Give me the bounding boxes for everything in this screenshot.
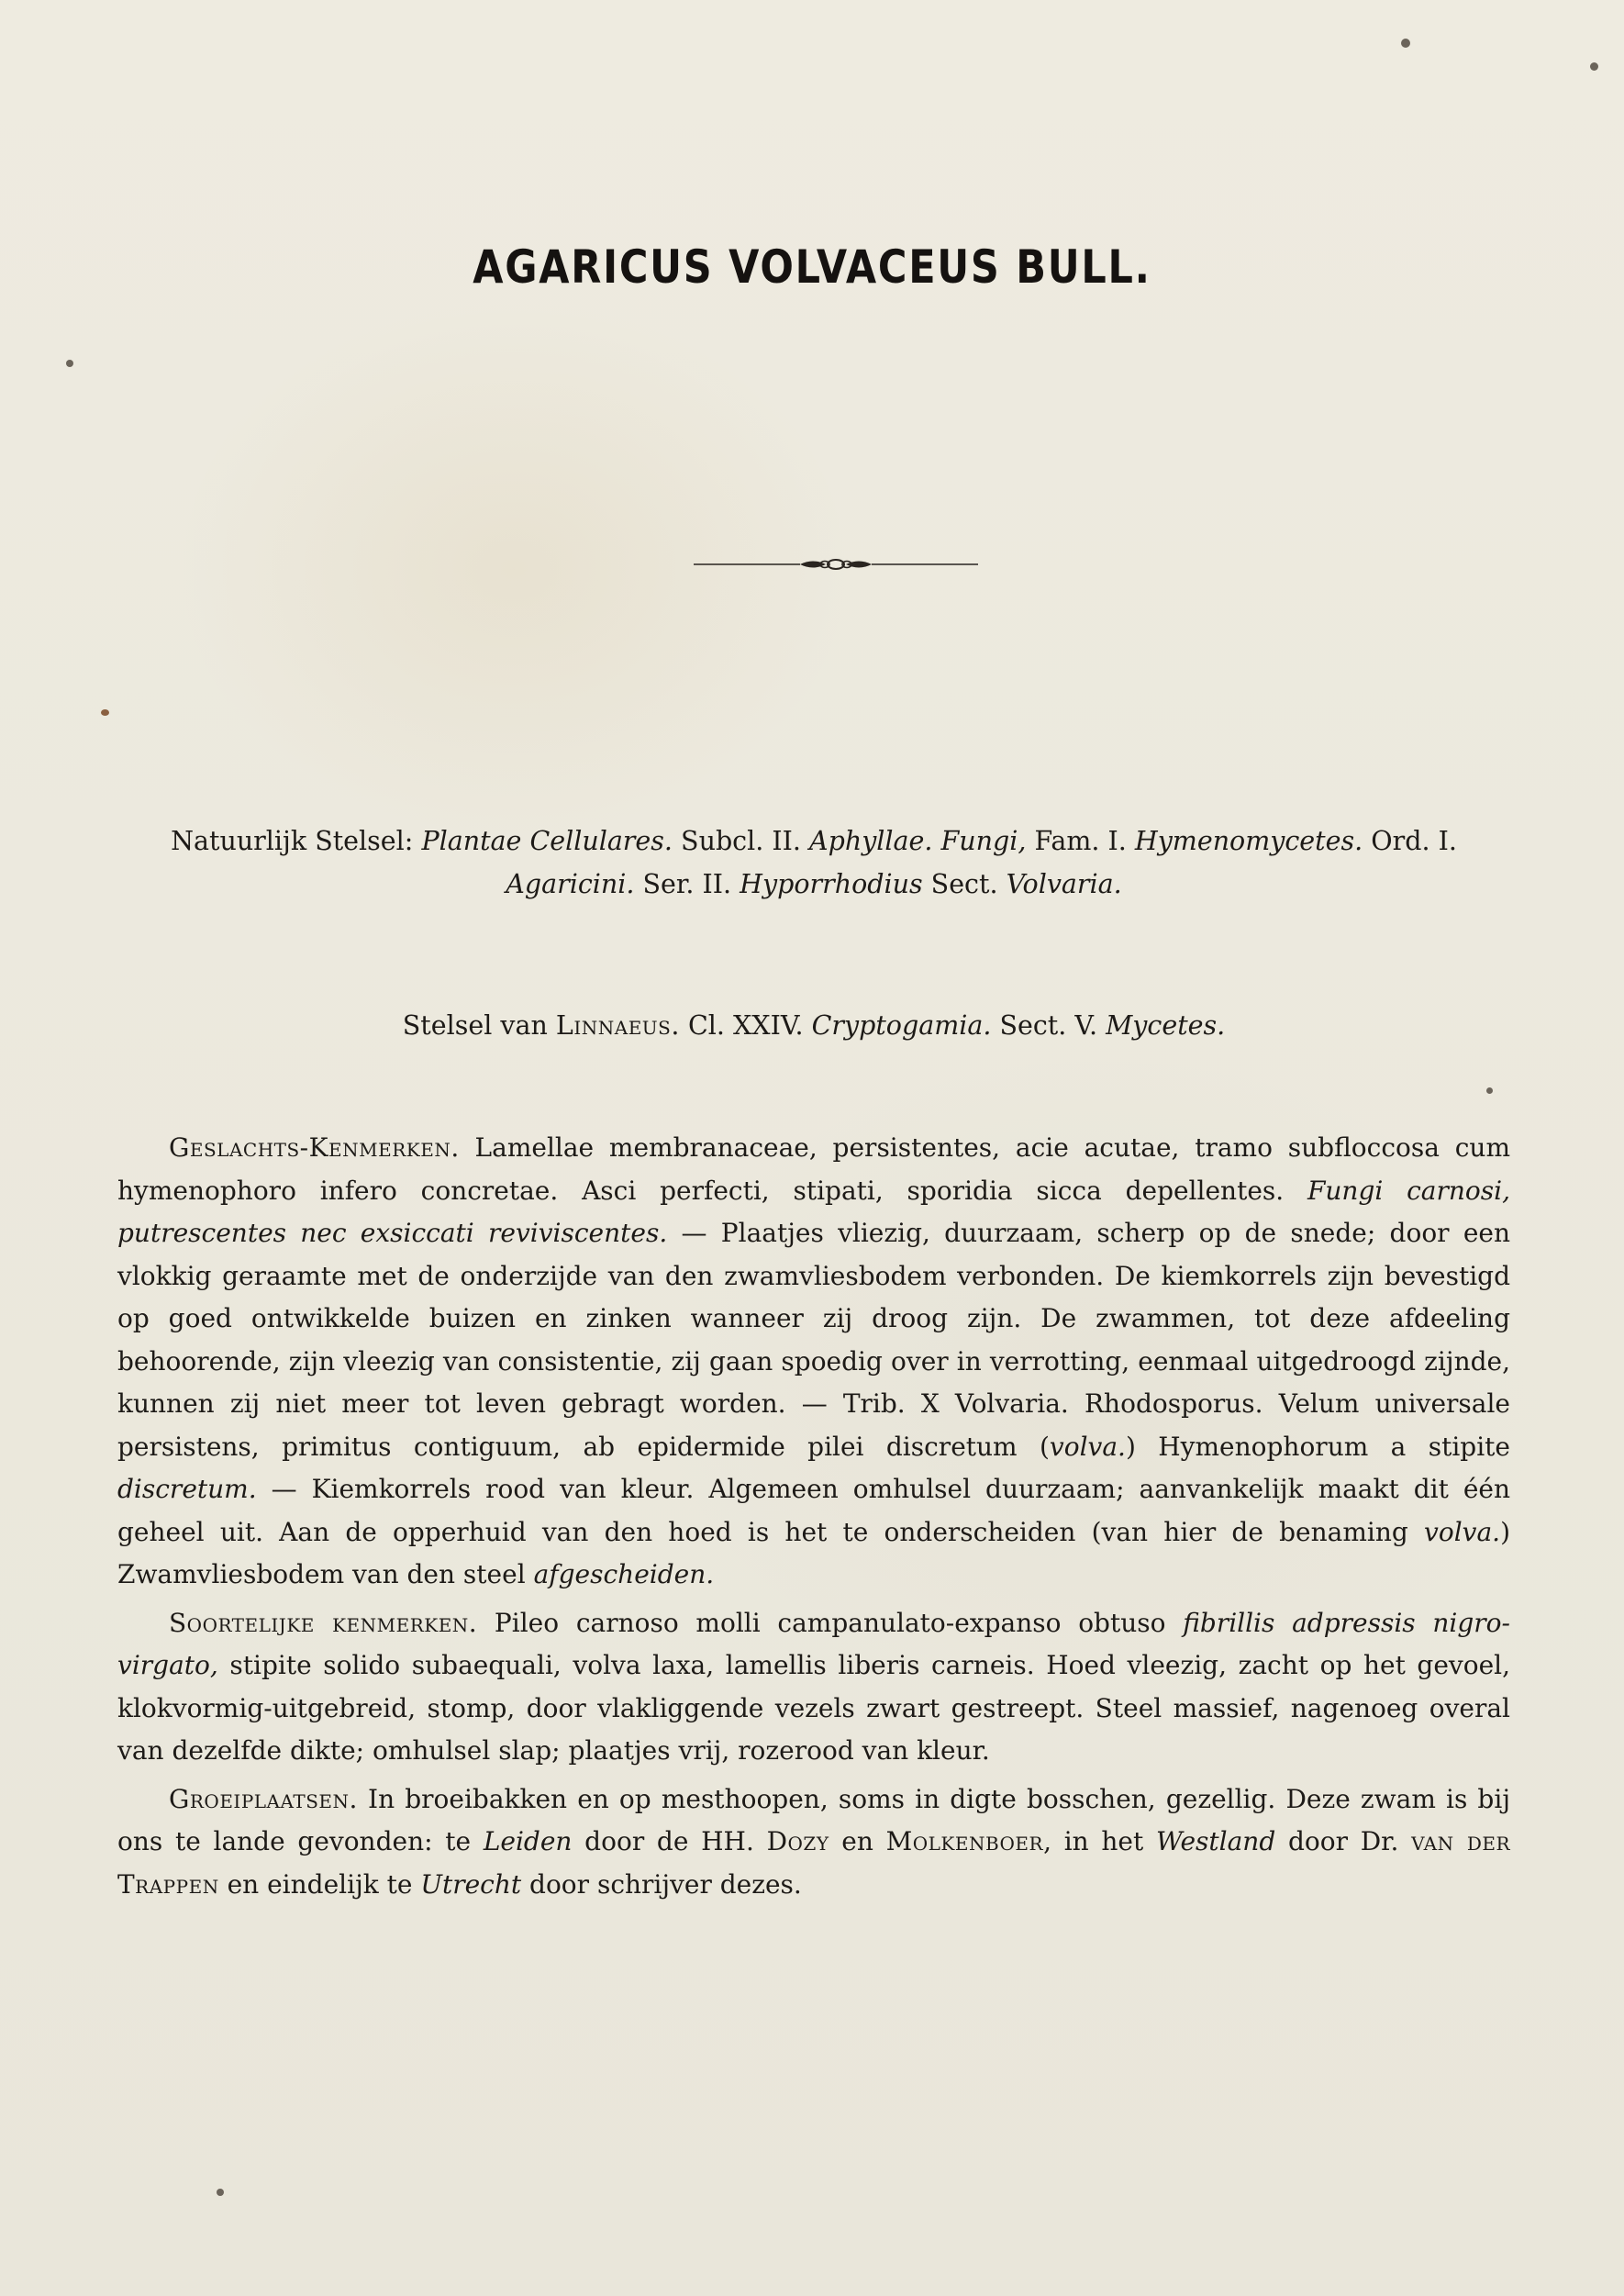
habitat-person-dozy: Dozy (766, 1826, 829, 1856)
system-series-label: Ser. II. (634, 869, 740, 899)
species-characteristics (117, 1602, 1510, 1773)
habitat-text-4: , in het (1043, 1826, 1156, 1856)
habitat-place-westland: Westland (1155, 1826, 1276, 1856)
species-text-1: Pileo carnoso molli campanulato-expanso obtuso (477, 1607, 1184, 1638)
habitat-text-5: door Dr. (1275, 1826, 1412, 1856)
ornament-divider (692, 553, 980, 575)
habitat-text-3: en (829, 1826, 886, 1856)
system-label: Natuurlijk Stelsel: (171, 826, 422, 856)
genus-heading: Geslachts-Kenmerken. (169, 1132, 460, 1163)
linnaeus-class-name: Cryptogamia. (811, 1010, 992, 1041)
habitat-section (117, 1778, 1510, 1907)
natural-system-classification (117, 819, 1510, 906)
habitat-place-leiden: Leiden (483, 1826, 573, 1856)
linnaeus-label: Stelsel van (402, 1010, 556, 1041)
paper-speck (1590, 62, 1598, 71)
paper-speck (1401, 39, 1410, 48)
genus-text-4: — Kiemkorrels rood van kleur. Algemeen omhulsel duurzaam; aanvankelijk maakt dit één geheel uit. Aan de opperhuid van den hoed is het te onderscheiden (van hier de benaming (117, 1474, 1510, 1547)
species-text-2: stipite solido subaequali, volva laxa, lamellis liberis carneis. Hoed vleezig, zacht op het gevoel, klokvormig-uitgebreid, stomp, door vlakliggende vezels zwart gestreept. Steel massief, nagenoeg overal van dezelfde dikte; omhulsel slap; plaatjes vrij, rozerood van kleur. (117, 1650, 1510, 1766)
genus-italic-3: discretum. (117, 1474, 257, 1504)
habitat-heading: Groeiplaatsen. (169, 1783, 358, 1814)
system-family-label: Fam. I. (1026, 826, 1135, 856)
paper-speck (1486, 1087, 1493, 1094)
habitat-text-6: en eindelijk te (218, 1868, 421, 1900)
system-series: Hyporrhodius (740, 869, 923, 899)
system-section-label: Sect. (922, 869, 1007, 899)
genus-italic-5: afgescheiden. (533, 1559, 715, 1589)
linnaeus-section: Sect. V. (991, 1010, 1107, 1041)
system-subclass-label: Subcl. II. (673, 826, 810, 856)
paper-speck (66, 360, 73, 367)
genus-italic-1: Fungi carnosi, putrescentes nec exsiccati reviviscentes. (117, 1175, 1510, 1248)
genus-text-3: ) Hymenophorum a stipite (1125, 1431, 1510, 1462)
system-section: Volvaria. (1006, 869, 1122, 899)
habitat-text-7: door schrijver dezes. (521, 1868, 802, 1900)
system-order-label: Ord. I. (1363, 826, 1457, 856)
habitat-person-molkenboer: Molkenboer (885, 1826, 1044, 1856)
genus-italic-2: volva. (1049, 1431, 1126, 1462)
species-italic-1: fibrillis adpressis nigro-virgato, (117, 1607, 1510, 1680)
linnaeus-classification (117, 1004, 1510, 1047)
habitat-text-2: door de HH. (572, 1826, 767, 1856)
linnaeus-name: Linnaeus. (555, 1010, 680, 1041)
system-class: Plantae Cellulares. (421, 826, 673, 856)
system-family: Hymenomycetes. (1134, 826, 1363, 856)
habitat-text-1: In broeibakken en op mesthoopen, soms in digte bosschen, gezellig. Deze zwam is bij ons te lande gevonden: te (117, 1783, 1510, 1856)
habitat-person-trappen: van der Trappen (117, 1826, 1511, 1900)
genus-text-2: — Plaatjes vliezig, duurzaam, scherp op de snede; door een vlokkig geraamte met de onderzijde van den zwamvliesbodem verbonden. De kiemkorrels zijn bevestigd op goed ontwikkelde buizen en zinken wanneer zij droog zijn. De zwammen, tot deze afdeeling behoorende, zijn vleezig van consistentie, zij gaan spoedig over in verrotting, eenmaal uitgedroogd zijnde, kunnen zij niet meer tot leven gebragt worden. — Trib. X Volvaria. Rhodosporus. Velum universale persistens, primitus contiguum, ab epidermide pilei discretum ( (117, 1218, 1510, 1462)
linnaeus-section-name: Mycetes. (1106, 1010, 1226, 1041)
genus-text-1: Lamellae membranaceae, persistentes, acie acutae, tramo subfloccosa cum hymenophoro infero concretae. Asci perfecti, stipati, sporidia sicca depellentes. (117, 1132, 1510, 1206)
paper-speck (101, 709, 109, 716)
description-body (117, 1127, 1510, 1906)
paper-speck (217, 2189, 224, 2196)
linnaeus-class: Cl. XXIV. (679, 1010, 812, 1041)
habitat-place-utrecht: Utrecht (420, 1868, 522, 1900)
page-title: AGARICUS VOLVACEUS BULL. (473, 240, 1151, 294)
genus-italic-4: volva. (1424, 1516, 1501, 1547)
genus-characteristics (117, 1127, 1510, 1597)
species-heading: Soortelijke kenmerken. (169, 1607, 478, 1638)
system-order: Agaricini. (506, 869, 635, 899)
system-subclass: Aphyllae. Fungi, (809, 826, 1027, 856)
genus-text-5: ) Zwamvliesbodem van den steel (117, 1516, 1510, 1589)
